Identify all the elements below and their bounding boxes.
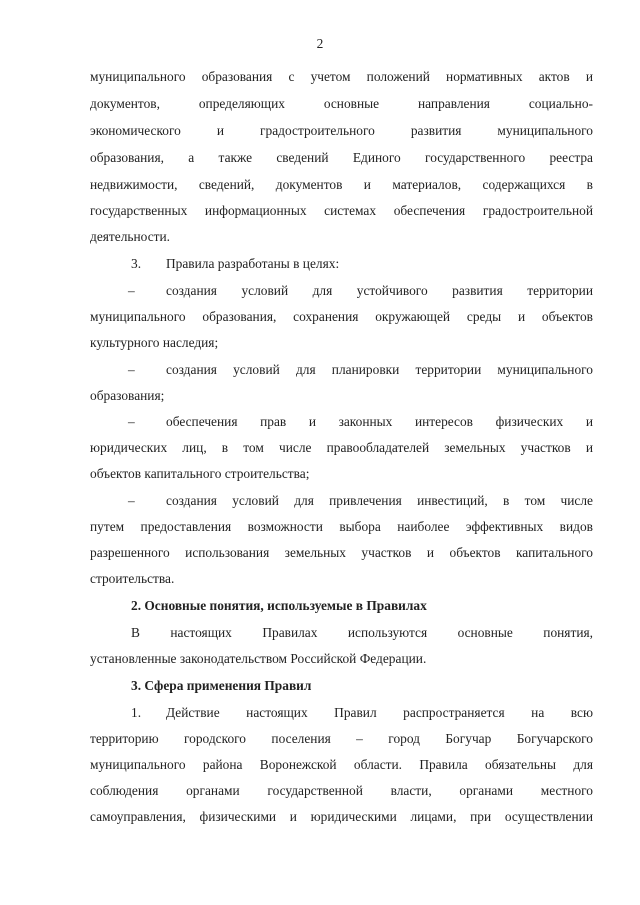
paragraph-heading-text: Правила разработаны в целях: (166, 256, 340, 271)
text-line: строительства. (90, 571, 175, 586)
text-line: соблюдения органами государственной власти, органами местного (90, 783, 593, 798)
text-line: В настоящих Правилах используются основные понятия, (131, 625, 593, 640)
text-line: путем предоставления возможности выбора наиболее эффективных видов (90, 519, 593, 534)
list-dash: – (128, 493, 135, 508)
text-line: документов, определяющих основные направления социально- (90, 96, 593, 111)
text-line: самоуправления, физическими и юридическими лицами, при осуществлении (90, 809, 593, 824)
text-line: муниципального образования с учетом положений нормативных актов и (90, 69, 593, 84)
text-line: государственных информационных системах обеспечения градостроительной (90, 203, 593, 218)
text-line: образования, а также сведений Единого государственного реестра (90, 150, 593, 165)
text-line: культурного наследия; (90, 335, 219, 350)
list-dash: – (128, 362, 135, 377)
text-line: создания условий для привлечения инвестиций, в том числе (166, 493, 593, 508)
text-line: муниципального образования, сохранения окружающей среды и объектов (90, 309, 593, 324)
page-number: 2 (316, 36, 324, 51)
text-line: деятельности. (90, 229, 171, 244)
text-line: недвижимости, сведений, документов и материалов, содержащихся в (90, 177, 593, 192)
section-heading: 2. Основные понятия, используемые в Правилах (131, 598, 427, 613)
text-line: разрешенного использования земельных участков и объектов капитального (90, 545, 593, 560)
text-line: объектов капитального строительства; (90, 466, 310, 481)
item-number: 3. (131, 256, 142, 271)
text-line: юридических лиц, в том числе правообладателей земельных участков и (90, 440, 593, 455)
section-heading: 3. Сфера применения Правил (131, 678, 312, 693)
text-line: экономического и градостроительного развития муниципального (90, 123, 593, 138)
item-number: 1. (131, 705, 142, 720)
text-line: установленные законодательством Российской Федерации. (90, 651, 427, 666)
list-dash: – (128, 283, 135, 298)
list-dash: – (128, 414, 135, 429)
text-line: создания условий для устойчивого развития территории (166, 283, 593, 298)
text-line: создания условий для планировки территории муниципального (166, 362, 593, 377)
text-line: Действие настоящих Правил распространяется на всю (166, 705, 593, 720)
text-line: муниципального района Воронежской области. Правила обязательны для (90, 757, 593, 772)
text-line: обеспечения прав и законных интересов физических и (166, 414, 593, 429)
text-line: образования; (90, 388, 165, 403)
text-line: территорию городского поселения – город Богучар Богучарского (90, 731, 593, 746)
